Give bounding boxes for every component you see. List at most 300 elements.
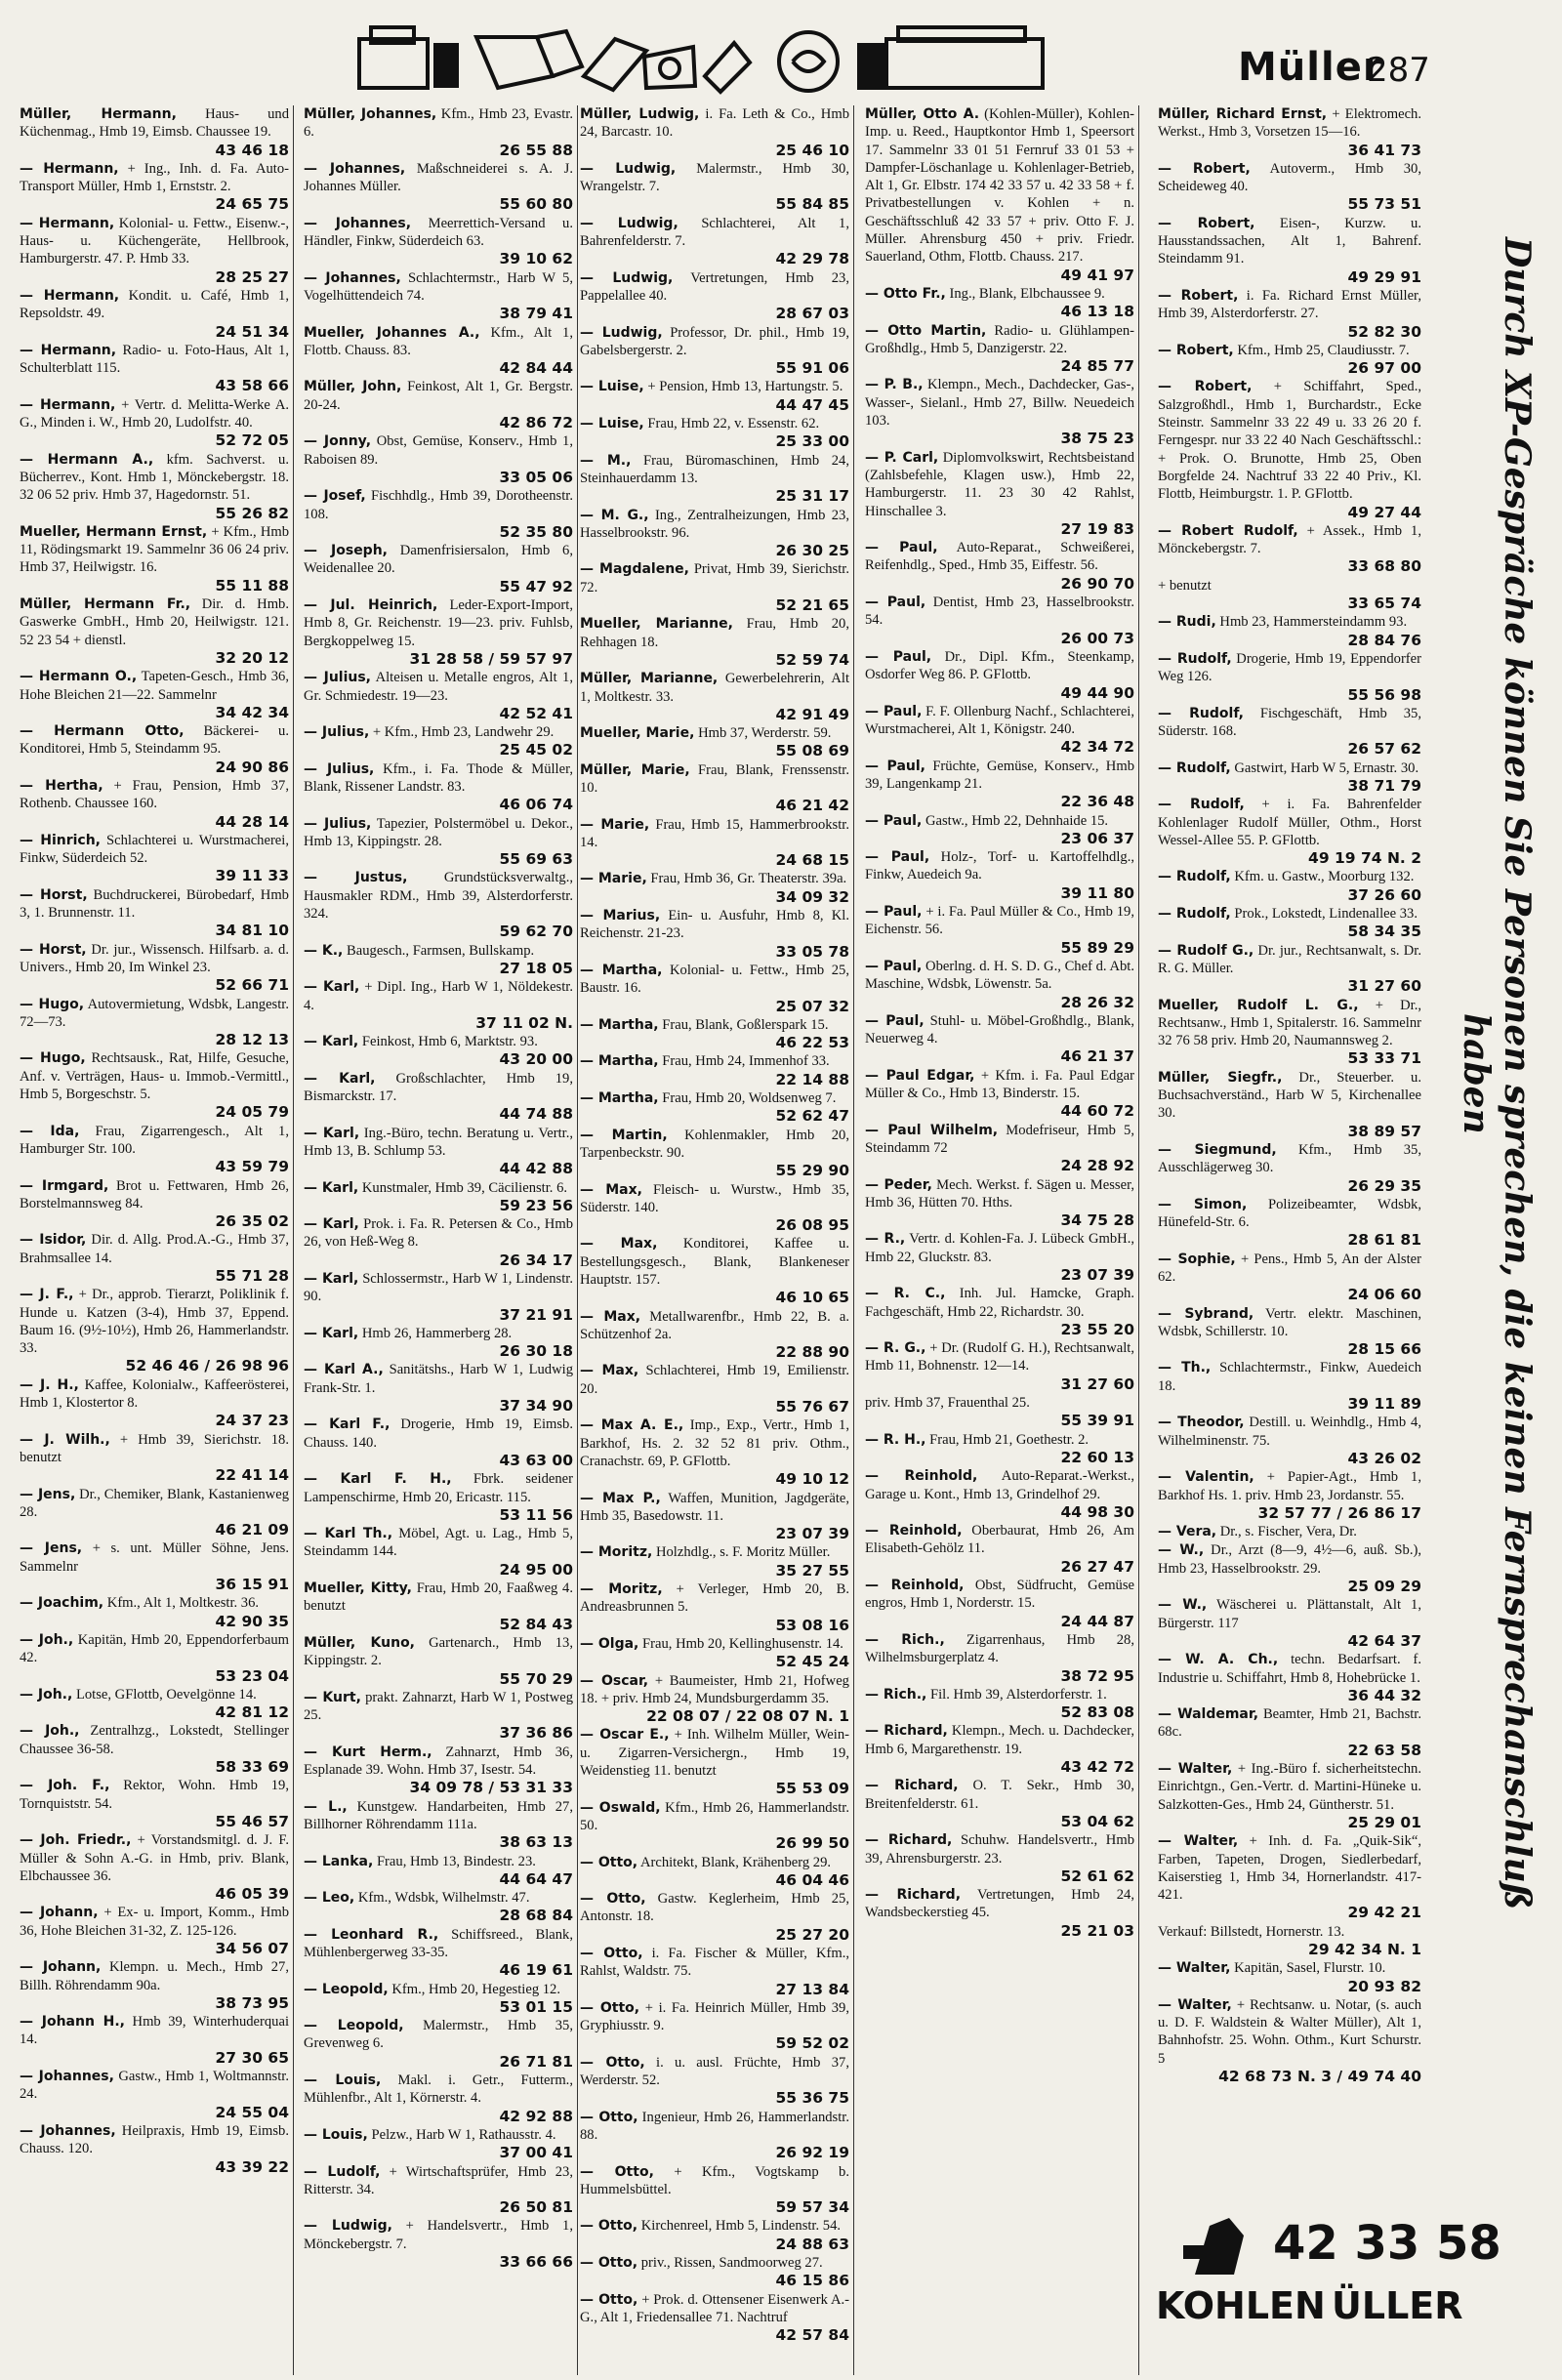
- entry-name: Mueller, Marianne,: [580, 616, 733, 633]
- entry-name: — Otto,: [580, 2109, 638, 2125]
- entry-name: — W.,: [1158, 1597, 1208, 1614]
- entry-name: — Hermann,: [20, 287, 120, 304]
- entry-phone: 52 66 71: [215, 976, 289, 995]
- directory-entry: [580, 1089, 849, 1126]
- directory-entry: [20, 1539, 289, 1593]
- directory-entry: [580, 1362, 849, 1416]
- header-product-icons: [351, 18, 1054, 101]
- entry-name: — Peder,: [865, 1176, 932, 1193]
- entry-name: — Karl,: [304, 1179, 359, 1196]
- entry-text: priv., Rissen, Sandmoorweg 27.: [637, 2255, 823, 2272]
- entry-phone: 25 27 20: [775, 1925, 849, 1944]
- entry-name: — Max,: [580, 1308, 641, 1325]
- entry-text: Dr., Dipl. Kfm., Steenkamp, Osdorfer Weg 86. P. GFlottb.: [865, 648, 1134, 683]
- entry-name: — R. C.,: [865, 1286, 946, 1302]
- entry-name: — Marie,: [580, 816, 650, 833]
- entry-text: Kapitän, Sasel, Flurstr. 10.: [1230, 1960, 1386, 1977]
- entry-phone: 49 41 97: [1060, 266, 1134, 284]
- directory-entry: [304, 1889, 573, 1925]
- entry-name: — Rich.,: [865, 1631, 945, 1648]
- entry-text: Fleisch- u. Wurstw., Hmb 35, Süderstr. 140.: [580, 1181, 849, 1215]
- directory-entry: [1158, 1541, 1421, 1595]
- directory-entry: [1158, 1414, 1421, 1467]
- entry-phone: 42 92 88: [499, 2107, 573, 2125]
- directory-entry: [1158, 759, 1421, 796]
- advert-phone: 42 33 58: [1273, 2216, 1501, 2271]
- entry-text: Metallwarenfbr., Hmb 22, B. a. Schützenhof 2a.: [580, 1308, 849, 1342]
- entry-name: — Moritz,: [580, 1544, 653, 1561]
- entry-phone: 39 11 89: [1347, 1395, 1421, 1414]
- directory-entry: [1158, 613, 1421, 649]
- entry-phone: 33 65 74: [1347, 595, 1421, 613]
- entry-phone: 43 59 79: [215, 1158, 289, 1176]
- entry-name: — Karl,: [304, 1070, 376, 1087]
- entry-text: Kfm., Alt 1, Moltkestr. 36.: [103, 1595, 260, 1612]
- entry-phone: 28 26 32: [1060, 993, 1134, 1011]
- kohlen-mueller-advert: [1156, 2206, 1542, 2353]
- entry-phone: 44 60 72: [1060, 1102, 1134, 1121]
- entry-phone: 26 00 73: [1060, 629, 1134, 647]
- entry-phone: 23 07 39: [1060, 1266, 1134, 1284]
- entry-text: Malermstr., Hmb 35, Grevenweg 6.: [304, 2018, 573, 2052]
- entry-name: — Paul,: [865, 703, 923, 719]
- entry-name: — Reinhold,: [865, 1578, 965, 1594]
- entry-name: — W.,: [1158, 1542, 1205, 1559]
- entry-text: Alteisen u. Metalle engros, Alt 1, Gr. Schmiedestr. 19—23.: [304, 670, 573, 704]
- entry-phone: 33 05 78: [775, 942, 849, 961]
- entry-phone: 31 27 60: [1347, 977, 1421, 996]
- directory-entry: [20, 160, 289, 214]
- entry-text: + Schiffahrt, Sped., Salzgroßhdl., Hmb 1, Burchardstr., Ecke Steinstr. Sammelnr 33 22 49 u. 33 26 20 f. Ferngespr. nur 33 22 40 Nach Geschäftsschl.: + Prok. O. Brunotte, Hmb 25, Oben Borgfelde 24. Nachtruf 33 22 40 Priv., Kl. Flottb, Heimburgstr. 1. P. GFlottb.: [1158, 379, 1421, 503]
- entry-phone: 52 83 08: [1060, 1703, 1134, 1722]
- directory-entry: [304, 1744, 573, 1797]
- directory-entry: [304, 942, 573, 978]
- entry-text: Schlachtermstr., Finkw, Auedeich 18.: [1158, 1360, 1421, 1394]
- directory-entry: [865, 1467, 1134, 1521]
- entry-phone: 39 10 62: [499, 250, 573, 268]
- entry-text: + Dr., approb. Tierarzt, Poliklinik f. Hunde u. Katzen (3-4), Hmb 37, Eppend. Baum 16. (9½-10½), Hmb 26, Hammerlandstr. 33.: [20, 1287, 289, 1357]
- directory-entry: [865, 812, 1134, 848]
- directory-entry: [865, 1012, 1134, 1066]
- entry-phone: 55 73 51: [1347, 195, 1421, 214]
- entry-text: Drogerie, Hmb 19, Eimsb. Chauss. 140.: [304, 1416, 573, 1451]
- entry-text: Kfm., Hmb 25, Claudiusstr. 7.: [1233, 342, 1410, 358]
- entry-name: — Jonny,: [304, 433, 372, 450]
- entry-phone: 46 06 74: [499, 796, 573, 814]
- directory-entry: [304, 2072, 573, 2125]
- page-number: 287: [1367, 51, 1430, 90]
- entry-text: Privat, Hmb 39, Sierichstr. 72.: [580, 561, 849, 595]
- column-1: [14, 105, 294, 2375]
- entry-phone: 24 68 15: [775, 851, 849, 870]
- entry-text: + Dr. (Rudolf G. H.), Rechtsanwalt, Hmb 11, Bohnenstr. 12—14.: [865, 1340, 1134, 1375]
- directory-entry: [580, 1181, 849, 1235]
- entry-text: (Kohlen-Müller), Kohlen-Imp. u. Reed., Hauptkontor Hmb 1, Speersort 17. Sammelnr 33 01 51 Fernruf 33 01 53 + Dampfer-Löschanlage u. Kohlenlager-Betrieb, Alt 1, Gr. Elbstr. 174 42 33 57 u. 42 33 58 + f. Privatbestellungen v. Kohlen + n. Geschäftsschluß 42 33 57 + priv. Otto F. J. Müller. Ahrensburg 450 + priv. Friedr. Sauerland, Othm, Flottb. Chauss. 217.: [865, 106, 1134, 266]
- directory-entry: [304, 1689, 573, 1743]
- entry-phone: 42 29 78: [775, 250, 849, 268]
- directory-entry: [304, 432, 573, 486]
- column-5: [1152, 105, 1425, 2375]
- entry-phone: 49 27 44: [1347, 503, 1421, 521]
- directory-entry: [580, 452, 849, 506]
- directory-entry: [1158, 1196, 1421, 1250]
- entry-phone: 27 13 84: [775, 1980, 849, 1998]
- directory-entry: [1158, 1468, 1421, 1522]
- entry-text: Rechtsausk., Rat, Hilfe, Gesuche, Anf. v. Verträgen, Haus- u. Immob.-Vermittl., Hmb 5, Borgeschstr. 5.: [20, 1050, 289, 1103]
- entry-text: Frau, Hmb 20, Woldsenweg 7.: [658, 1090, 837, 1107]
- directory-entry: [20, 451, 289, 522]
- entry-name: — Waldemar,: [1158, 1706, 1259, 1723]
- entry-text: Buchdruckerei, Bürobedarf, Hmb 3, 1. Brunnenstr. 11.: [20, 886, 289, 922]
- entry-name: — Oswald,: [580, 1799, 661, 1816]
- entry-phone: 34 81 10: [215, 922, 289, 940]
- entry-name: — Hermann,: [20, 342, 117, 358]
- entry-phone: 28 12 13: [215, 1031, 289, 1049]
- entry-name: — Max P.,: [580, 1490, 661, 1506]
- entry-phone: 59 52 02: [775, 2034, 849, 2053]
- entry-name: — Max,: [580, 1181, 642, 1198]
- entry-text: Dr., Steuerber. u. Buchsachverständ., Harb W 5, Kirchenallee 30.: [1158, 1069, 1421, 1122]
- entry-phone: 24 37 23: [215, 1412, 289, 1430]
- entry-phone: 53 08 16: [775, 1616, 849, 1634]
- entry-text: i. u. ausl. Früchte, Hmb 37, Werderstr. 52.: [580, 2054, 849, 2089]
- directory-entry: [1158, 1923, 1421, 1959]
- entry-name: — Johann H.,: [20, 2014, 126, 2031]
- entry-text: Kfm., Hmb 23, Evastr. 6.: [304, 106, 573, 141]
- entry-name: — Otto,: [580, 2255, 638, 2272]
- entry-phone: 29 42 21: [1347, 1904, 1421, 1922]
- entry-phone: 34 56 07: [215, 1939, 289, 1957]
- directory-entry: [580, 1490, 849, 1543]
- entry-name: — Sophie,: [1158, 1251, 1236, 1267]
- entry-text: Fbrk. seidener Lampenschirme, Hmb 20, Ericastr. 115.: [304, 1471, 573, 1505]
- entry-phone: 24 88 63: [775, 2235, 849, 2253]
- entry-phone: 25 33 00: [775, 432, 849, 451]
- entry-text: + Vorstandsmitgl. d. J. F. Müller & Sohn A.-G. in Hmb, priv. Blank, Elbchaussee 36.: [20, 1832, 289, 1884]
- entry-text: Vertretungen, Hmb 24, Wandsbeckerstieg 45.: [865, 1887, 1134, 1921]
- entry-name: — Johannes,: [304, 215, 412, 231]
- directory-entry: [20, 1231, 289, 1285]
- directory-entry: [304, 1416, 573, 1469]
- entry-name: — Robert,: [1158, 342, 1234, 358]
- directory-entry: [580, 1580, 849, 1634]
- entry-name: — Rudolf,: [1158, 869, 1231, 885]
- directory-entry: [580, 560, 849, 614]
- entry-name: — Johannes,: [304, 269, 401, 286]
- directory-entry: [1158, 1596, 1421, 1650]
- entry-name: — Rudolf,: [1158, 906, 1231, 923]
- directory-entry: [20, 832, 289, 885]
- entry-phone: 28 68 84: [499, 1907, 573, 1925]
- entry-name: — Karl,: [304, 1034, 359, 1050]
- entry-text: Frau, Hmb 22, v. Essenstr. 62.: [643, 416, 820, 432]
- entry-name: — Richard,: [865, 1778, 959, 1794]
- entry-text: Zentralhzg., Lokstedt, Stellinger Chaussee 36-58.: [20, 1723, 289, 1757]
- entry-text: + Inh. Wilhelm Müller, Wein- u. Zigarren-Versichergn., Hmb 19, Weidenstieg 11. benutzt: [580, 1727, 849, 1780]
- entry-phone: 29 42 34 N. 1: [1308, 1940, 1421, 1958]
- directory-entry: [20, 1486, 289, 1539]
- directory-entry: [304, 1361, 573, 1415]
- directory-entry: [20, 1777, 289, 1830]
- entry-phone: 33 68 80: [1347, 557, 1421, 576]
- entry-name: — Oscar E.,: [580, 1727, 670, 1744]
- entry-phone: 20 93 82: [1347, 1977, 1421, 1995]
- entry-text: Auto-Reparat.-Werkst., Garage u. Kont., Hmb 13, Grindelhof 29.: [865, 1468, 1134, 1502]
- entry-name: — Johannes,: [20, 2069, 114, 2085]
- entry-name: — Sybrand,: [1158, 1305, 1254, 1322]
- entry-name: — Joh. F.,: [20, 1778, 110, 1794]
- entry-text: Diplomvolkswirt, Rechtsbeistand (Zahlsbefehle, Klagen usw.), Hmb 22, Hamburgerstr. 11. 23 30 42 Rahlst, Hinschallee 3.: [865, 449, 1134, 519]
- entry-phone: 38 72 95: [1060, 1666, 1134, 1685]
- entry-phone: 25 09 29: [1347, 1578, 1421, 1596]
- entry-phone: 26 27 47: [1060, 1557, 1134, 1576]
- entry-text: Kfm. u. Gastw., Moorburg 132.: [1230, 869, 1415, 885]
- entry-text: + Vertr. d. Melitta-Werke A. G., Minden i. W., Hmb 20, Ludolfstr. 40.: [20, 396, 290, 431]
- entry-phone: 36 15 91: [215, 1576, 289, 1594]
- entry-phone: 26 97 00: [1347, 359, 1421, 378]
- entry-phone: 36 44 32: [1347, 1686, 1421, 1704]
- entry-name: — Hugo,: [20, 996, 85, 1012]
- entry-phone: 53 23 04: [215, 1666, 289, 1685]
- entry-phone: 37 21 91: [499, 1305, 573, 1324]
- entry-text: Hmb 26, Hammerberg 28.: [358, 1325, 513, 1341]
- entry-text: Waffen, Munition, Jagdgeräte, Hmb 35, Basedowstr. 11.: [580, 1490, 849, 1524]
- entry-name: — Hermann,: [20, 160, 119, 177]
- directory-entry: [865, 903, 1134, 957]
- directory-entry: [304, 1033, 573, 1069]
- entry-text: Meerrettich-Versand u. Händler, Finkw, Süderdeich 63.: [304, 215, 573, 250]
- entry-text: Gastw., Hmb 22, Dehnhaide 15.: [922, 812, 1109, 829]
- entry-name: — Martin,: [580, 1127, 668, 1143]
- entry-phone: 24 55 04: [215, 2103, 289, 2121]
- entry-name: Müller, Marianne,: [580, 671, 719, 687]
- entry-name: — Ludwig,: [580, 160, 677, 177]
- entry-phone: 46 04 46: [775, 1870, 849, 1889]
- entry-text: + Inh. d. Fa. „Quik-Sik“, Farben, Tapeten, Drogen, Siedlerbedarf, Kaiserstieg 1, Hmb 34, Hornerlandstr. 417-421.: [1158, 1833, 1421, 1904]
- entry-name: — Joh.,: [20, 1723, 80, 1740]
- directory-entry: [865, 958, 1134, 1011]
- entry-name: — Richard,: [865, 1832, 953, 1849]
- directory-entry: [20, 342, 289, 395]
- entry-phone: 52 61 62: [1060, 1867, 1134, 1885]
- directory-entry: [580, 816, 849, 870]
- entry-text: Modefriseur, Hmb 5, Steindamm 72: [865, 1122, 1134, 1156]
- entry-text: Autoverm., Hmb 30, Scheideweg 40.: [1158, 160, 1421, 195]
- entry-text: Verkauf: Billstedt, Hornerstr. 13.: [1158, 1923, 1345, 1940]
- entry-phone: 55 47 92: [499, 577, 573, 595]
- directory-entry: [865, 1686, 1134, 1722]
- entry-name: — Robert Rudolf,: [1158, 522, 1298, 539]
- entry-name: — R. G.,: [865, 1340, 926, 1357]
- entry-name: — P. Carl,: [865, 449, 939, 466]
- entry-phone: 55 89 29: [1060, 938, 1134, 957]
- directory-entry: [580, 507, 849, 560]
- directory-entry: [304, 978, 573, 1032]
- entry-text: Kfm., Alt 1, Flottb. Chauss. 83.: [304, 324, 574, 358]
- entry-phone: 25 45 02: [499, 741, 573, 759]
- entry-text: Kolonial- u. Fettw., Hmb 25, Baustr. 16.: [580, 962, 849, 997]
- directory-entry: [580, 160, 849, 214]
- entry-phone: 46 10 65: [775, 1289, 849, 1307]
- entry-text: Ingenieur, Hmb 26, Hammerlandstr. 88.: [580, 2109, 849, 2143]
- entry-name: Mueller, Marie,: [580, 725, 695, 742]
- directory-entry: [304, 2163, 573, 2217]
- entry-text: + i. Fa. Bahrenfelder Kohlenlager Rudolf Müller, Othm., Horst Wessel-Allee 55. P. GFlottb.: [1158, 797, 1421, 848]
- entry-phone: 44 28 14: [215, 812, 289, 831]
- entry-text: Heilpraxis, Hmb 19, Eimsb. Chauss. 120.: [20, 2122, 289, 2157]
- entry-text: + Dr., Rechtsanw., Hmb 1, Spitalerstr. 16. Sammelnr 32 76 58 priv. Hmb 20, Naumannsweg 2.: [1158, 997, 1421, 1049]
- entry-name: — Paul,: [865, 648, 932, 665]
- entry-name: — Rudi,: [1158, 614, 1216, 631]
- directory-entry: [304, 815, 573, 869]
- directory-entry: [304, 669, 573, 722]
- entry-name: — Otto,: [580, 1999, 640, 2016]
- entry-phone: 59 62 70: [499, 923, 573, 941]
- entry-phone: 32 57 77 / 26 86 17: [1257, 1503, 1421, 1522]
- entry-name: — Ida,: [20, 1123, 80, 1139]
- directory-entry: [580, 1308, 849, 1362]
- directory-entry: [865, 1431, 1134, 1467]
- entry-text: Frau, Hmb 15, Hammerbrookstr. 14.: [580, 816, 849, 850]
- entry-text: + Ing.-Büro f. sicherheitstechn. Einrichtgn., Gen.-Vertr. d. Martini-Hüneke u. Salzkotten-Ges., Hmb 24, Güntherstr. 51.: [1158, 1761, 1421, 1813]
- entry-phone: 43 20 00: [499, 1050, 573, 1069]
- entry-name: — Otto Martin,: [865, 322, 987, 339]
- entry-phone: 43 63 00: [499, 1451, 573, 1469]
- directory-entry: [580, 761, 849, 815]
- entry-text: Obst, Gemüse, Konserv., Hmb 1, Raboisen 89.: [304, 433, 573, 468]
- entry-text: Gastwirt, Harb W 5, Ernastr. 30.: [1230, 759, 1419, 776]
- directory-entry: [20, 886, 289, 940]
- entry-name: — Moritz,: [580, 1581, 663, 1598]
- entry-phone: 55 91 06: [775, 359, 849, 378]
- entry-phone: 37 00 41: [499, 2144, 573, 2162]
- entry-phone: 26 90 70: [1060, 574, 1134, 593]
- entry-name: — Robert,: [1158, 215, 1255, 231]
- entry-name: — Walter,: [1158, 1833, 1239, 1850]
- directory-entry: [20, 215, 289, 286]
- directory-entry: [865, 594, 1134, 647]
- entry-phone: 59 57 34: [775, 2198, 849, 2217]
- entry-name: — Paul,: [865, 812, 923, 829]
- entry-phone: 26 55 88: [499, 141, 573, 159]
- entry-phone: 24 51 34: [215, 322, 289, 341]
- entry-name: — Walter,: [1158, 1996, 1232, 2013]
- directory-entry: [20, 2068, 289, 2121]
- entry-phone: 38 79 41: [499, 305, 573, 323]
- entry-phone: 42 57 84: [775, 2326, 849, 2345]
- directory-entry: [20, 287, 289, 341]
- entry-name: — Paul,: [865, 958, 923, 974]
- directory-entry: [304, 2217, 573, 2271]
- entry-text: + Pension, Hmb 13, Hartungstr. 5.: [643, 379, 843, 395]
- entry-text: Beamter, Hmb 21, Bachstr. 68c.: [1158, 1706, 1422, 1741]
- entry-name: — J. H.,: [20, 1376, 79, 1393]
- directory-entry: [304, 869, 573, 940]
- entry-phone: 53 33 71: [1347, 1049, 1421, 1068]
- directory-entry: [580, 415, 849, 451]
- directory-entry: [304, 378, 573, 431]
- entry-phone: 43 58 66: [215, 377, 289, 395]
- entry-text: Frau, Hmb 21, Goethestr. 2.: [925, 1431, 1089, 1448]
- entry-phone: 28 25 27: [215, 267, 289, 286]
- entry-name: — Joh. Friedr.,: [20, 1832, 132, 1849]
- entry-text: Sanitätshs., Harb W 1, Ludwig Frank-Str. 1.: [304, 1362, 573, 1396]
- entry-name: — Louis,: [304, 2126, 368, 2143]
- entry-text: Fil. Hmb 39, Alsterdorferstr. 1.: [926, 1686, 1107, 1703]
- entry-phone: 22 14 88: [775, 1070, 849, 1088]
- entry-phone: 42 34 72: [1060, 738, 1134, 757]
- entry-name: — Hermann Otto,: [20, 723, 185, 740]
- entry-text: Radio- u. Foto-Haus, Alt 1, Schulterblatt 115.: [20, 342, 289, 377]
- directory-entry: [304, 1125, 573, 1178]
- entry-phone: 55 11 88: [215, 576, 289, 595]
- directory-entry: [865, 1831, 1134, 1885]
- entry-phone: 55 71 28: [215, 1267, 289, 1285]
- directory-entry: [20, 668, 289, 721]
- entry-phone: 24 06 60: [1347, 1286, 1421, 1304]
- directory-entry: [1158, 287, 1421, 341]
- entry-name: — Josef,: [304, 488, 366, 505]
- directory-entry: [580, 1726, 849, 1797]
- entry-text: + Assek., Hmb 1, Mönckebergstr. 7.: [1158, 522, 1421, 557]
- entry-phone: 34 42 34: [215, 703, 289, 721]
- entry-phone: 49 29 91: [1347, 267, 1421, 286]
- advert-word-kohlen: KOHLEN: [1156, 2284, 1326, 2327]
- entry-text: Klempn., Mech. u. Dachdecker, Hmb 6, Margarethenstr. 19.: [865, 1723, 1134, 1757]
- directory-entry: [20, 2122, 289, 2176]
- entry-text: Tapeten-Gesch., Hmb 36, Hohe Bleichen 21—22. Sammelnr: [20, 669, 289, 703]
- directory-entry: [865, 1577, 1134, 1630]
- entry-text: Dr., Arzt (8—9, 4½—6, auß. Sb.), Hmb 23, Hasselbrookstr. 29.: [1158, 1542, 1421, 1577]
- entry-phone: 28 84 76: [1347, 631, 1421, 649]
- directory-entry: [580, 724, 849, 760]
- entry-text: Feinkost, Alt 1, Gr. Bergstr. 20-24.: [304, 379, 574, 413]
- directory-entry: [304, 1179, 573, 1215]
- directory-entry: [865, 1522, 1134, 1576]
- entry-phone: 25 29 01: [1347, 1813, 1421, 1831]
- entry-name: Mueller, Rudolf L. G.,: [1158, 997, 1359, 1013]
- entry-phone: 33 66 66: [499, 2253, 573, 2272]
- entry-name: Müller, Johannes,: [304, 106, 437, 122]
- directory-entry: [865, 1176, 1134, 1230]
- directory-entry: [580, 269, 849, 323]
- entry-phone: 43 39 22: [215, 2157, 289, 2176]
- entry-text: Mech. Werkst. f. Sägen u. Messer, Hmb 36, Hütten 70. Hths.: [865, 1176, 1134, 1211]
- entry-text: i. Fa. Leth & Co., Hmb 24, Barcastr. 10.: [580, 106, 849, 141]
- entry-name: — Leo,: [304, 1890, 355, 1907]
- entry-phone: 38 71 79: [1347, 776, 1421, 795]
- entry-name: — Martha,: [580, 962, 663, 978]
- entry-text: + Hmb 39, Sierichstr. 18. benutzt: [20, 1431, 290, 1465]
- entry-text: Feinkost, Hmb 6, Marktstr. 93.: [358, 1034, 538, 1050]
- entry-phone: 24 90 86: [215, 758, 289, 776]
- entry-text: Holz-, Torf- u. Kartoffelhdlg., Finkw, Auedeich 9a.: [865, 849, 1134, 883]
- entry-name: — Hermann,: [20, 215, 115, 231]
- directory-entry: [20, 396, 289, 450]
- entry-phone: 38 63 13: [499, 1833, 573, 1852]
- entry-name: Müller, Siegfr.,: [1158, 1069, 1283, 1086]
- entry-phone: 42 86 72: [499, 414, 573, 432]
- directory-entry: [865, 1339, 1134, 1393]
- column-2: [298, 105, 578, 2375]
- entry-phone: 44 98 30: [1060, 1502, 1134, 1521]
- entry-name: — Paul,: [865, 758, 925, 774]
- entry-phone: 22 08 07 / 22 08 07 N. 1: [646, 1707, 849, 1726]
- entry-phone: 22 60 13: [1060, 1448, 1134, 1466]
- entry-text: Eisen-, Kurzw. u. Hausstandssachen, Alt 1, Bahrenf. Steindamm 91.: [1158, 215, 1421, 267]
- entry-name: — Louis,: [304, 2072, 382, 2089]
- directory-entry: [1158, 1523, 1421, 1540]
